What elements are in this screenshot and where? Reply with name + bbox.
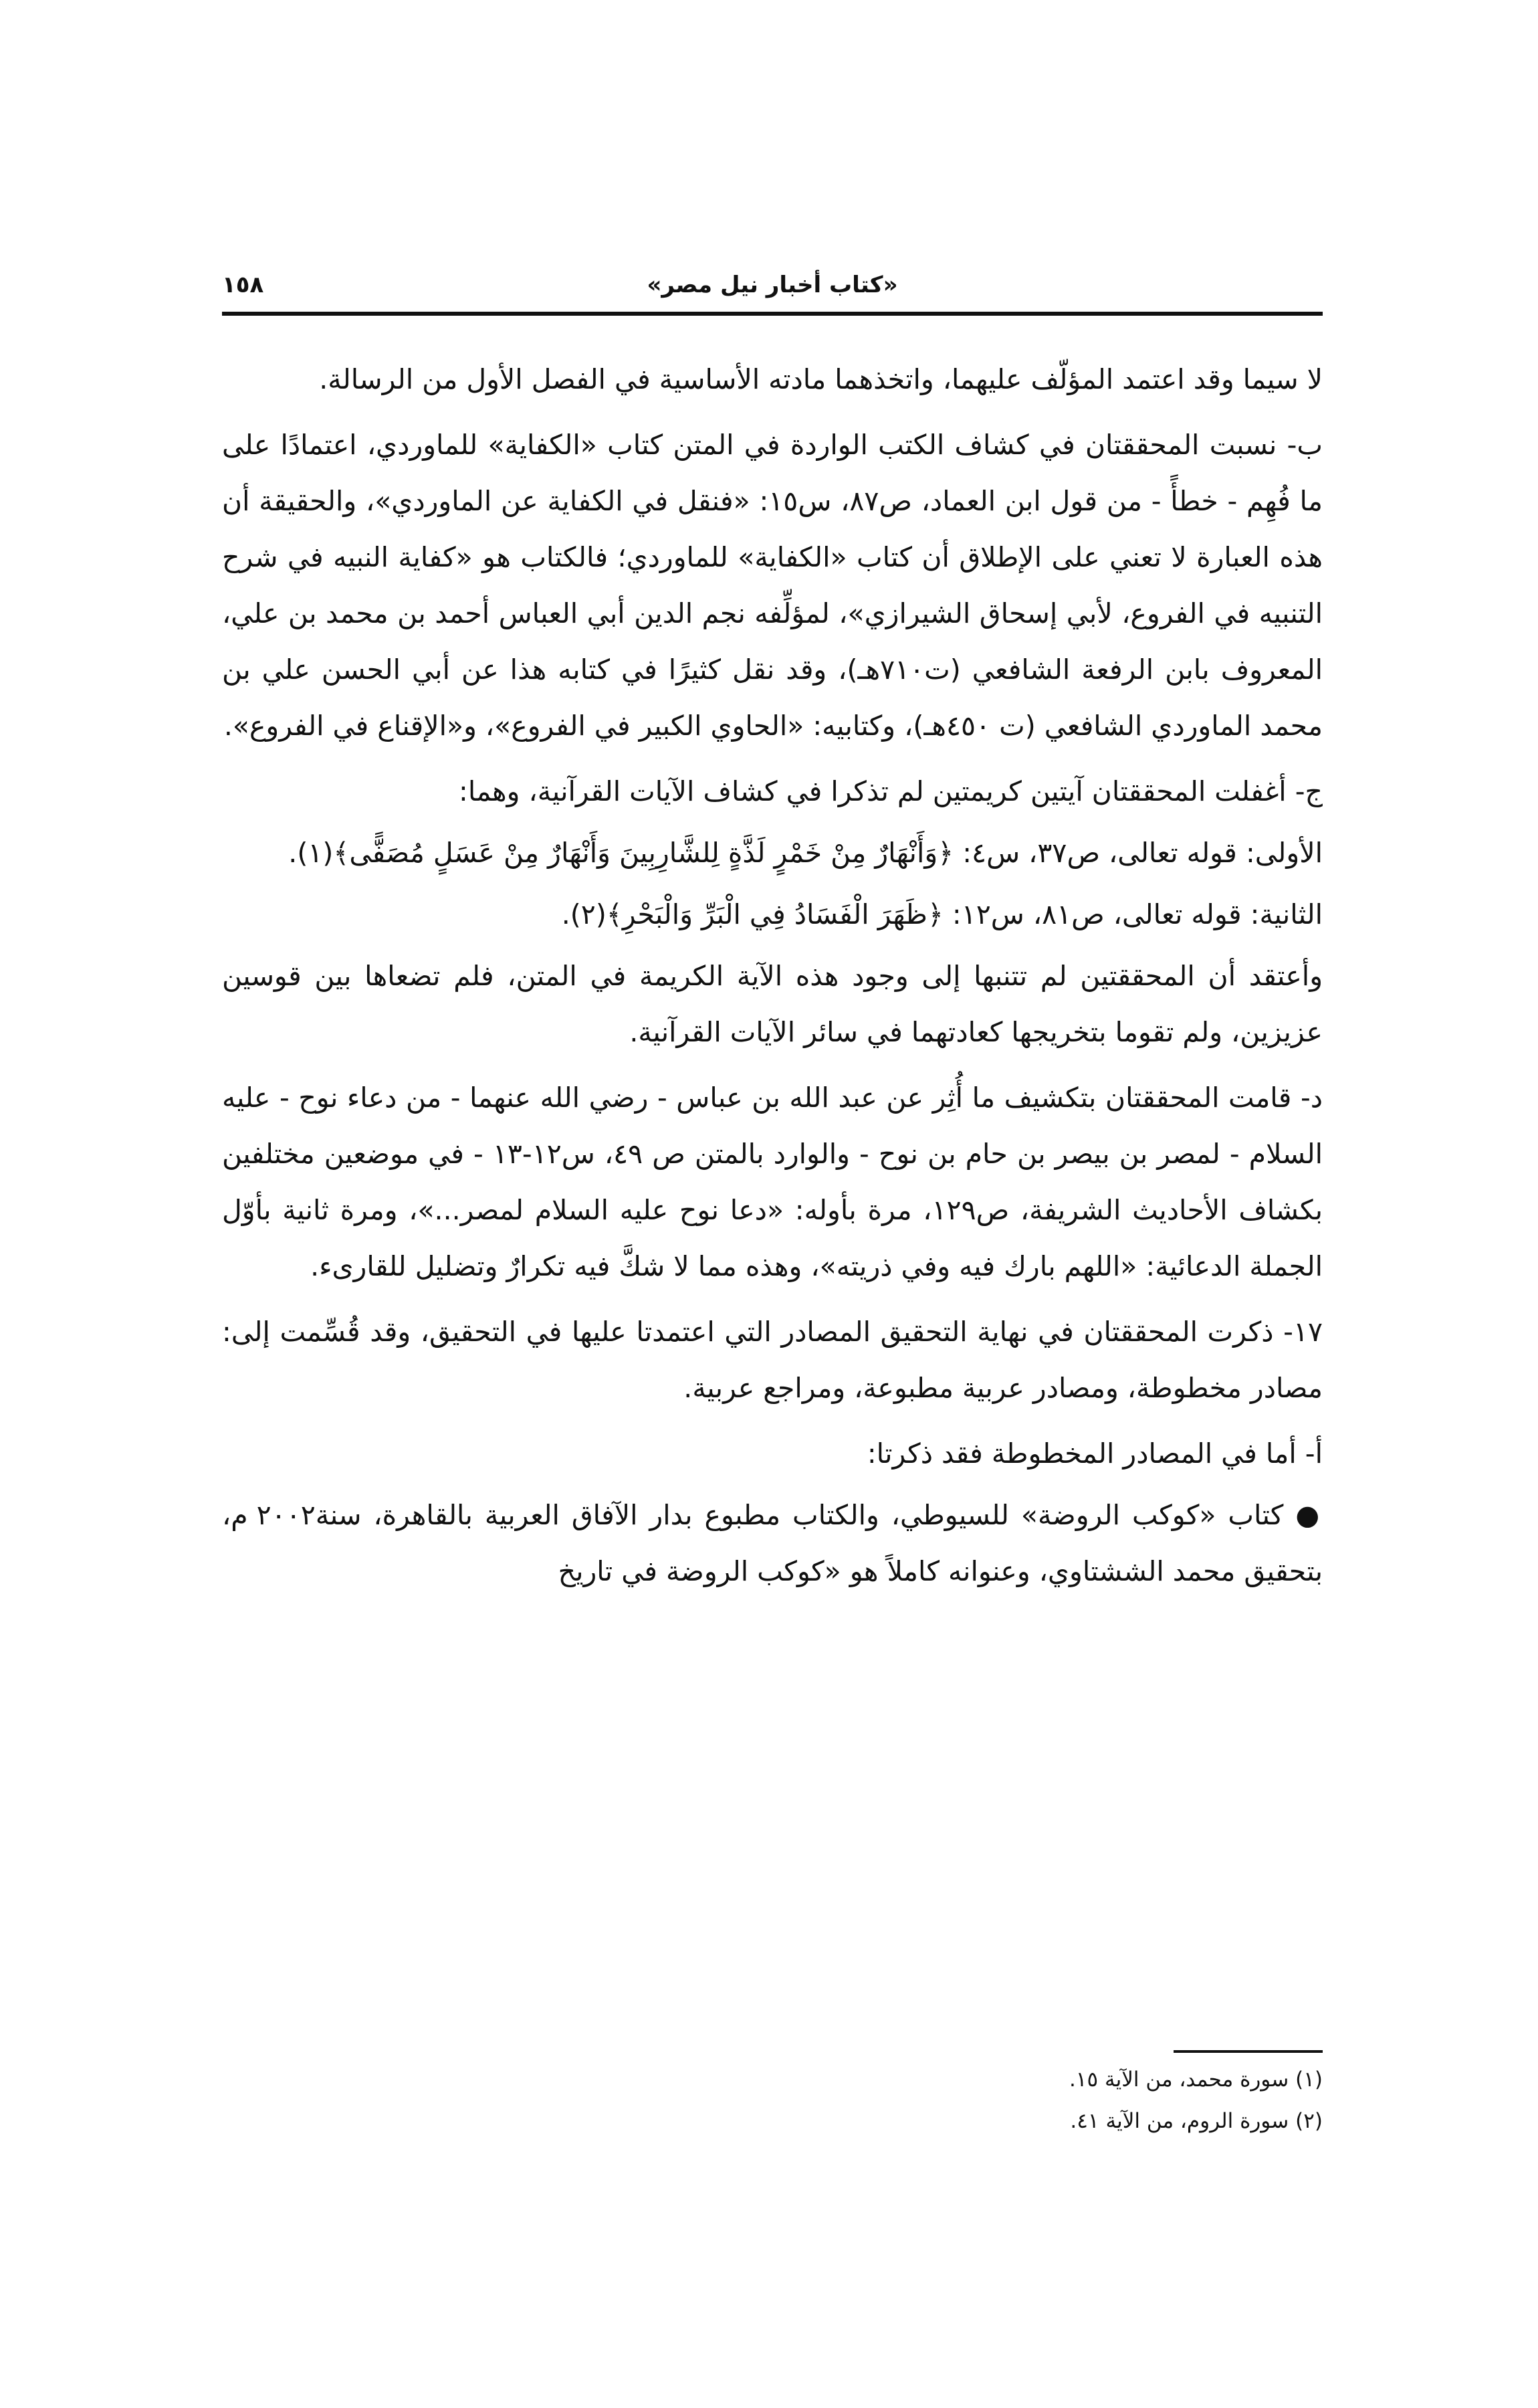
paragraph-second-verse: الثانية: قوله تعالى، ص٨١، س١٢: ﴿ظَهَرَ الْفَسَادُ فِي الْبَرِّ وَالْبَحْرِ﴾(٢). <box>561 898 1323 930</box>
paragraph-continuation: لا سيما وقد اعتمد المؤلّف عليهما، واتخذهما مادته الأساسية في الفصل الأول من الرسالة. <box>319 363 1323 395</box>
body-text <box>222 351 1323 1609</box>
running-title: «كتاب أخبار نيل مصر» <box>647 272 898 298</box>
paragraph-b: ب- نسبت المحققتان في كشاف الكتب الواردة في المتن كتاب «الكفاية» للماوردي، اعتمادًا على ما فُهِم - خطأً - من قول ابن العماد، ص٨٧، س١٥: «فنقل في الكفاية عن الماوردي»، والحقيقة أن هذه العبارة لا تعني على الإطلاق أن كتاب «الكفاية» للماوردي؛ فالكتاب هو «كفاية النبيه في شرح التنبيه في الفروع، لأبي إسحاق الشيرازي»، لمؤلِّفه نجم الدين أبي العباس أحمد بن محمد بن علي، المعروف بابن الرفعة الشافعي (ت٧١٠هـ)، وقد نقل كثيرًا في كتابه هذا عن أبي الحسن علي بن محمد الماوردي الشافعي (ت ٤٥٠هـ)، وكتابيه: «الحاوي الكبير في الفروع»، و«الإقناع في الفروع». <box>222 429 1323 742</box>
paragraph-note: وأعتقد أن المحققتين لم تتنبها إلى وجود هذه الآية الكريمة في المتن، فلم تضعاها بين قوسين عزيزين، ولم تقوما بتخريجها كعادتهما في سائر الآيات القرآنية. <box>222 960 1323 1048</box>
page-number: ١٥٨ <box>222 272 264 298</box>
footnotes <box>222 2059 1323 2142</box>
paragraph-d: د- قامت المحققتان بتكشيف ما أُثِر عن عبد الله بن عباس - رضي الله عنهما - من دعاء نوح - عليه السلام - لمصر بن بيصر بن حام بن نوح - والوارد بالمتن ص ٤٩، س١٢-١٣ - في موضعين مختلفين بكشاف الأحاديث الشريفة، ص١٢٩، مرة بأوله: «دعا نوح عليه السلام لمصر...»، ومرة ثانية بأوّل الجملة الدعائية: «اللهم بارك فيه وفي ذريته»، وهذه مما لا شكَّ فيه تكرارٌ وتضليل للقارىء. <box>222 1082 1323 1282</box>
paragraph-c: ج- أغفلت المحققتان آيتين كريمتين لم تذكرا في كشاف الآيات القرآنية، وهما: <box>459 775 1323 807</box>
footnote-1: (١) سورة محمد، من الآية ١٥. <box>1069 2068 1323 2092</box>
footnote-2: (٢) سورة الروم، من الآية ٤١. <box>1070 2109 1323 2133</box>
paragraph-bullet: ● كتاب «كوكب الروضة» للسيوطي، والكتاب مطبوع بدار الآفاق العربية بالقاهرة، سنة٢٠٠٢ م، بتحقيق محمد الششتاوي، وعنوانه كاملاً هو «كوكب الروضة في تاريخ <box>222 1499 1323 1587</box>
paragraph-first-verse: الأولى: قوله تعالى، ص٣٧، س٤: ﴿وَأَنْهَارٌ مِنْ خَمْرٍ لَذَّةٍ لِلشَّارِبِينَ وَأَنْهَارٌ مِنْ عَسَلٍ مُصَفًّى﴾(١). <box>288 837 1323 869</box>
paragraph-17: ١٧- ذكرت المحققتان في نهاية التحقيق المصادر التي اعتمدتا عليها في التحقيق، وقد قُسِّمت إلى: مصادر مخطوطة، ومصادر عربية مطبوعة، ومراجع عربية. <box>222 1316 1323 1404</box>
header-rule <box>222 312 1323 316</box>
footnote-rule <box>1174 2050 1323 2053</box>
paragraph-a: أ- أما في المصادر المخطوطة فقد ذكرتا: <box>867 1437 1323 1470</box>
page-header <box>222 268 1323 308</box>
